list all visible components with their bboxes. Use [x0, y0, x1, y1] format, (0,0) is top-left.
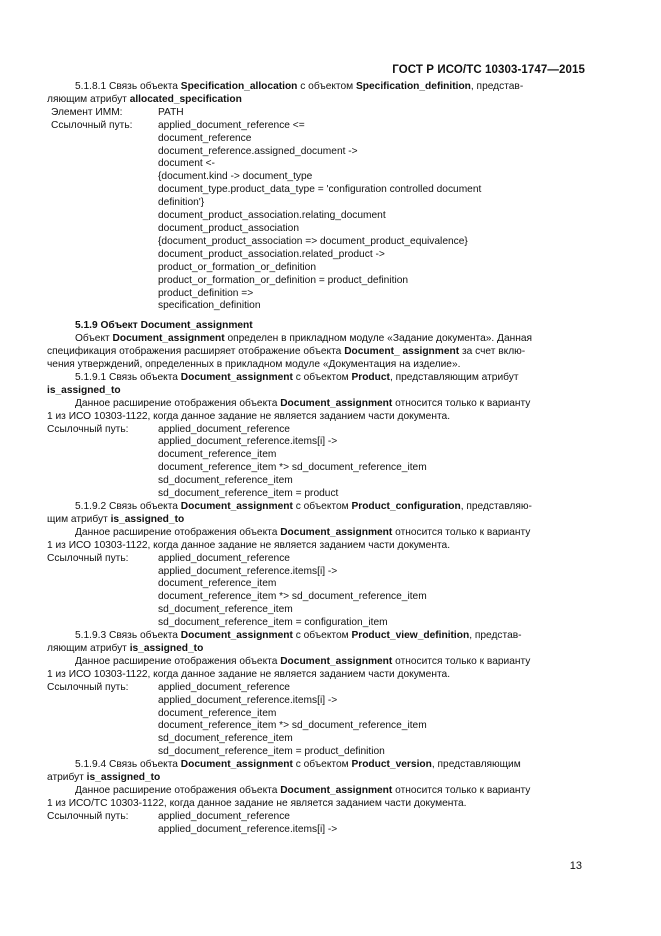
- section-5-1-9-intro-line2: спецификация отображения расширяет отображение объекта Document_ assignment за счет вклю-: [47, 346, 526, 358]
- path-line: document_reference_item: [158, 578, 277, 590]
- clause-5-1-9-4-desc-line2: 1 из ИСО/ТС 10303-1122, когда данное задание не является заданием части документа.: [47, 797, 467, 809]
- path-line: document_reference_item *> sd_document_reference_item: [158, 462, 427, 474]
- path-line: document_product_association.relating_document: [158, 210, 386, 222]
- path-line: sd_document_reference_item: [158, 475, 293, 487]
- clause-5-1-9-2: 5.1.9.2 Связь объекта Document_assignment с объектом Product_configuration, представляю-: [75, 501, 532, 512]
- reference-path-5-1-9-3: [47, 682, 584, 759]
- clause-5-1-9-2-desc-line2: 1 из ИСО 10303-1122, когда данное задание не является заданием части документа.: [47, 539, 451, 551]
- clause-5-1-9-1-desc: Данное расширение отображения объекта Document_assignment относится только к варианту: [75, 397, 531, 409]
- standard-header: ГОСТ Р ИСО/ТС 10303-1747—2015: [392, 64, 585, 76]
- clause-5-1-9-4-attr: атрибут is_assigned_to: [47, 772, 161, 784]
- path-line: document_product_association.related_product ->: [158, 248, 385, 260]
- reference-path-lines: [158, 811, 584, 837]
- path-line: applied_document_reference.items[i] ->: [158, 436, 338, 448]
- path-line: document_product_association: [158, 222, 300, 234]
- reference-path-lines: [158, 682, 584, 759]
- path-line: definition'}: [158, 197, 205, 209]
- path-line: sd_document_reference_item = product: [158, 488, 339, 500]
- path-line: document_reference: [158, 132, 252, 144]
- path-line: product_or_formation_or_definition = product_definition: [158, 274, 409, 286]
- path-line: applied_document_reference <=: [158, 119, 305, 131]
- path-line: product_definition =>: [158, 287, 254, 299]
- path-line: applied_document_reference: [158, 423, 290, 435]
- reference-path-label: Ссылочный путь:: [47, 423, 129, 435]
- clause-5-1-8-1-cont: ляющим атрибут allocated_specification: [47, 93, 242, 105]
- path-line: applied_document_reference.items[i] ->: [158, 694, 338, 706]
- path-line: applied_document_reference.items[i] ->: [158, 823, 338, 835]
- clause-5-1-9-4-desc: Данное расширение отображения объекта Document_assignment относится только к варианту: [75, 784, 531, 796]
- clause-5-1-9-1: 5.1.9.1 Связь объекта Document_assignment с объектом Product, представляющим атрибут: [75, 371, 519, 383]
- reference-path-label: Ссылочный путь:: [47, 810, 129, 822]
- section-5-1-9-intro-line3: чения утверждений, определенных в прикладном модуле «Документация на изделие».: [47, 359, 461, 371]
- path-line: sd_document_reference_item = configuration_item: [158, 617, 388, 629]
- clause-5-1-9-3: 5.1.9.3 Связь объекта Document_assignment с объектом Product_view_definition, представ-: [75, 630, 522, 642]
- clause-5-1-9-1-attr: is_assigned_to: [47, 384, 121, 396]
- imm-element-label: Элемент ИММ:: [51, 106, 123, 118]
- reference-path-5-1-8-1: [47, 120, 584, 314]
- section-heading-5-1-9: 5.1.9 Объект Document_assignment: [75, 320, 253, 332]
- clause-5-1-9-4: 5.1.9.4 Связь объекта Document_assignment с объектом Product_version, представляющим: [75, 759, 521, 771]
- path-line: {document_product_association => document_product_equivalence}: [158, 235, 468, 247]
- clause-5-1-9-3-desc: Данное расширение отображения объекта Document_assignment относится только к варианту: [75, 655, 531, 667]
- reference-path-5-1-9-4: [47, 811, 584, 837]
- path-line: document_type.product_data_type = 'configuration controlled document: [158, 184, 482, 196]
- path-line: document_reference_item: [158, 449, 277, 461]
- reference-path-label: Ссылочный путь:: [47, 681, 129, 693]
- path-line: specification_definition: [158, 300, 261, 312]
- section-5-1-9-intro: Объект Document_assignment определен в прикладном модуле «Задание документа». Данная: [75, 333, 533, 345]
- imm-element-row: [47, 107, 584, 120]
- clause-5-1-9-3-attr: ляющим атрибут is_assigned_to: [47, 642, 204, 654]
- path-line: document <-: [158, 158, 215, 170]
- path-line: applied_document_reference: [158, 681, 290, 693]
- path-line: document_reference_item: [158, 707, 277, 719]
- path-line: sd_document_reference_item = product_definition: [158, 746, 385, 758]
- reference-path-lines: [158, 553, 584, 630]
- clause-5-1-8-1: 5.1.8.1 Связь объекта Specification_allocation с объектом Specification_definition, представ-: [75, 81, 524, 92]
- path-line: document_reference_item *> sd_document_reference_item: [158, 591, 427, 603]
- path-line: document_reference_item *> sd_document_reference_item: [158, 720, 427, 732]
- path-line: {document.kind -> document_type: [158, 171, 313, 183]
- path-line: sd_document_reference_item: [158, 604, 293, 616]
- reference-path-5-1-9-1: [47, 424, 584, 501]
- path-line: document_reference.assigned_document ->: [158, 145, 358, 157]
- clause-5-1-9-3-desc-line2: 1 из ИСО 10303-1122, когда данное задание не является заданием части документа.: [47, 668, 451, 680]
- reference-path-lines: [158, 424, 584, 501]
- path-line: applied_document_reference: [158, 810, 290, 822]
- clause-5-1-9-1-desc-line2: 1 из ИСО 10303-1122, когда данное задание не является заданием части документа.: [47, 410, 451, 422]
- reference-path-label: Ссылочный путь:: [51, 119, 133, 131]
- reference-path-lines: [158, 120, 584, 314]
- clause-5-1-9-2-desc: Данное расширение отображения объекта Document_assignment относится только к варианту: [75, 526, 531, 538]
- reference-path-5-1-9-2: [47, 553, 584, 630]
- reference-path-label: Ссылочный путь:: [47, 552, 129, 564]
- path-line: applied_document_reference.items[i] ->: [158, 565, 338, 577]
- page-number: 13: [569, 860, 582, 872]
- path-line: sd_document_reference_item: [158, 733, 293, 745]
- path-line: product_or_formation_or_definition: [158, 261, 317, 273]
- clause-5-1-9-2-attr: щим атрибут is_assigned_to: [47, 513, 185, 525]
- imm-element-value: PATH: [158, 106, 184, 118]
- page-content: [47, 81, 584, 837]
- path-line: applied_document_reference: [158, 552, 290, 564]
